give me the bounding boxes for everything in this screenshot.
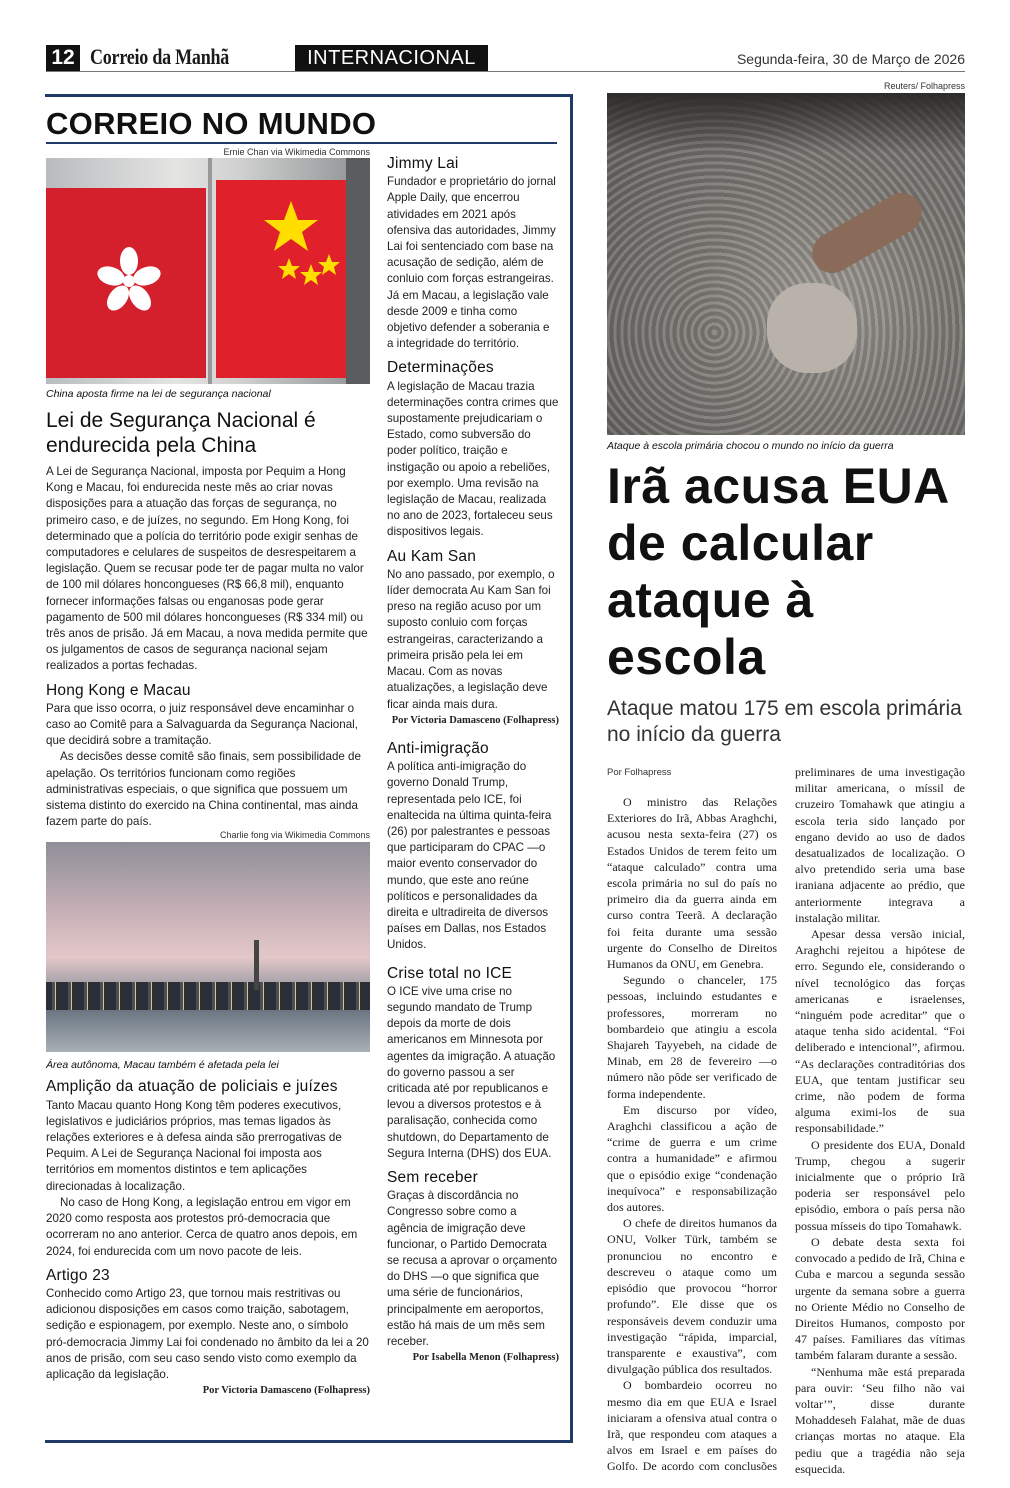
byline: Por Isabella Menon (Folhapress) bbox=[412, 1352, 559, 1364]
subhead: Sem receber bbox=[387, 1168, 478, 1186]
paragraph: Em discurso por vídeo, Araghchi classificou a ação de “crime de guerra e um crime contra a humanidade” e afirmou que o episódio exige “condenação inequívoca” e responsabilização dos autores. bbox=[607, 1102, 777, 1215]
main-photo bbox=[607, 93, 965, 435]
paragraph: A política anti-imigração do governo Donald Trump, representada pelo ICE, foi enaltecida na última quinta-feira (26) por palestrantes e pessoas que participaram do CPAC —o maior evento conservador do mundo, que este ano reúne políticos e personalidades da direita e ultradireita de diversos países em Dallas, nos Estados Unidos. bbox=[387, 760, 552, 952]
paragraph: Conhecido como Artigo 23, que tornou mais restritivas ou adicionou disposições em casos como traição, sabotagem, sedição e espionagem, por exemplo. Neste ano, o símbolo pró-democracia Jimmy Lai foi condenado no âmbito da lei a 20 anos de prisão, com seu caso sendo visto como exemplo da aplicação da legislação. bbox=[46, 1286, 369, 1381]
subhead: Artigo 23 bbox=[46, 1266, 110, 1284]
header-divider bbox=[46, 71, 965, 72]
paragraph: O ministro das Relações Exteriores do Irã, Abbas Araghchi, acusou nesta sexta-feira (27) os Estados Unidos de terem feito um “ataque calculado” contra uma escola primária no sul do país no primeiro dia da guerra ainda em curso contra Teerã. A declaração foi feita durante uma sessão urgente do Conselho de Direitos Humanos da ONU, em Genebra. bbox=[607, 795, 777, 972]
photo-credit: Ernie Chan via Wikimedia Commons bbox=[223, 147, 370, 157]
macau-photo bbox=[46, 842, 370, 1052]
left-column bbox=[46, 147, 370, 1399]
paragraph: Graças à discordância no Congresso sobre como a agência de imigração deve funcionar, o Partido Democrata se recusa a aprovar o orçamento do DHS —o que significa que uma série de funcionários, principalmente em aeroportos, estão há mais de um mês sem receber. bbox=[387, 1189, 558, 1349]
subhead: Jimmy Lai bbox=[387, 155, 459, 172]
page-number: 12 bbox=[46, 45, 80, 71]
paragraph: As decisões desse comitê são finais, sem possibilidade de apelação. Os territórios funcionam como regiões administrativas especiais, o que significa que possuem um sistema distinto do exercido na China continental, mas ainda fazem parte do país. bbox=[46, 750, 361, 829]
masthead-logo: Correio da Manhã bbox=[90, 44, 230, 69]
paragraph: No caso de Hong Kong, a legislação entrou em vigor em 2020 como resposta aos protestos pró-democracia que ocorreram no ano anterior. Cerca de quatro anos depois, em 2024, foi endurecida com um novo pacote de leis. bbox=[46, 1195, 358, 1258]
paragraph: Tanto Macau quanto Hong Kong têm poderes executivos, legislativos e judiciários próprios, mas temas ligados às relações exteriores e à defesa ainda são prerrogativas de Pequim. A Lei de Segurança Nacional foi imposta aos territórios em momentos distintos e tem aplicações direcionadas à localização. bbox=[46, 1098, 342, 1193]
section-kicker: CORREIO NO MUNDO bbox=[46, 106, 377, 141]
bauhinia-icon bbox=[94, 246, 164, 316]
paragraph: O ICE vive uma crise no segundo mandato de Trump depois da morte de dois americanos em Minnesota por agentes da imigração. A atuação do governo passou a ser criticada até por republicanos e levou a diversos protestos e à paralisação, conhecida como shutdown, do Departamento de Segura Interna (DHS) dos EUA. bbox=[387, 984, 556, 1160]
article-body bbox=[607, 764, 965, 1477]
subhead: Anti-imigração bbox=[387, 739, 489, 757]
subhead: Hong Kong e Macau bbox=[46, 681, 191, 699]
paragraph: Para que isso ocorra, o juiz responsável deve encaminhar o caso ao Comitê para a Salvaguarda da Segurança Nacional, que decidirá sobre a tramitação. bbox=[46, 701, 358, 748]
deck: Ataque matou 175 em escola primária no início da guerra bbox=[607, 697, 962, 746]
kicker-underline bbox=[46, 142, 557, 144]
star-icon bbox=[261, 196, 346, 286]
flags-photo bbox=[46, 158, 370, 384]
paragraph: Apesar dessa versão inicial, Araghchi rejeitou a hipótese de erro. Segundo ele, considerando o nível tecnológico das forças americanas e israelenses, “ninguém pode acreditar” que o ataque tenha sido acidental. “Foi deliberado e intencional”, afirmou. “As declarações contraditórias dos EUA, que tentam justificar seu crime, não podem de forma alguma eximi-los de sua responsabilidade.” bbox=[795, 927, 965, 1136]
paragraph: “Nenhuma mãe está preparada para ouvir: ‘Seu filho não vai voltar’”, disse durante Mohaddeseh Falahat, mãe de duas crianças mortas no ataque. Ela pediu que a tragédia não seja esquecida. bbox=[795, 1364, 965, 1476]
paragraph: No ano passado, por exemplo, o líder democrata Au Kam San foi preso na região acuso por um suposto conluio com forças estrangeiras, caracterizando a primeira prisão pela lei em Macau. Com as novas atualizações, a legislação deve ficar ainda mais dura. bbox=[387, 567, 555, 711]
box-border-right bbox=[570, 94, 573, 1442]
sidebar-column bbox=[387, 148, 559, 1366]
byline: Por Folhapress bbox=[607, 767, 672, 778]
byline: Por Victoria Damasceno (Folhapress) bbox=[391, 714, 559, 726]
photo-caption: China aposta firme na lei de segurança nacional bbox=[46, 388, 271, 400]
article-title: Lei de Segurança Nacional é endurecida pela China bbox=[46, 409, 316, 457]
box-border-top bbox=[45, 94, 572, 97]
photo-caption: Área autônoma, Macau também é afetada pela lei bbox=[46, 1059, 279, 1072]
paragraph: Segundo o chanceler, 175 pessoas, incluindo estudantes e professores, morreram no bombardeio que atingiu a escola Shajareh Tayyebeh, na cidade de Minab, em 28 de fevereiro —o número não pôde ser verificado de forma independente. bbox=[607, 973, 777, 1101]
headline: Irã acusa EUA de calcular ataque à escola bbox=[607, 458, 948, 685]
paragraph: O debate desta sexta foi convocado a pedido de Irã, China e Cuba e marcou a segunda sessão urgente da semana sobre a guerra no Oriente Médio no Conselho de Direitos Humanos, composto por 47 países. Familiares das vítimas também falaram durante a sessão. bbox=[795, 1234, 965, 1363]
paragraph: O presidente dos EUA, Donald Trump, chegou a sugerir inicialmente que o próprio Irã poderia ser responsável pelo episódio, embora o país persa não possua mísseis do tipo Tomahawk. bbox=[795, 1137, 965, 1233]
paragraph: A legislação de Macau trazia determinações contra crimes que supostamente prejudicariam o Estado, como subversão do poder político, traição e instigação ou apoio a rebeliões, por exemplo. Uma revisão na legislação de Macau, realizada no ano de 2023, fortaleceu seus dispositivos legais. bbox=[387, 379, 559, 539]
article-intro: A Lei de Segurança Nacional, imposta por Pequim a Hong Kong e Macau, foi endurecida neste mês ao criar novas disposições para a atuação das forças de segurança, no primeiro caso, e de juízes, no segundo. Em Hong Kong, foi determinado que a polícia do território pode exigir senhas de computadores e celulares de suspeitos de desrespeitarem a legislação. Quem se recusar pode ter de pagar multa no valor de 100 mil dólares honcongueses (R$ 66,8 mil), enquanto fornecer informações falsas ou enganosas pode gerar pagamento de 500 mil dólares honcongueses (R$ 334 mil) ou três anos de prisão. Já em Macau, a nova medida permite que os julgamentos de casos de segurança nacional sejam realizados a portas fechadas. bbox=[46, 465, 368, 673]
photo-credit: Reuters/ Folhapress bbox=[883, 81, 965, 91]
photo-credit: Charlie fong via Wikimedia Commons bbox=[219, 830, 370, 841]
subhead: Amplição da atuação de policiais e juízes bbox=[46, 1078, 338, 1096]
paragraph: Fundador e proprietário do jornal Apple Daily, que encerrou atividades em 2021 após ofensiva das autoridades, Jimmy Lai foi sentenciado com base na acusação de sedição, além de conluio com forças estrangeiras. Já em Macau, a legislação vale desde 2009 e tinha como objetivo defender a soberania e a integridade do território. bbox=[387, 175, 556, 351]
section-label: INTERNACIONAL bbox=[295, 45, 488, 71]
paragraph: O chefe de direitos humanos da ONU, Volker Türk, também se pronunciou no encontro e descreveu o ataque como um episódio que provocou “horror profundo”. Ele disse que os responsáveis devem conduzir uma investigação “rápida, imparcial, transparente e exaustiva”, com divulgação pública dos resultados. bbox=[607, 1216, 777, 1377]
issue-date: Segunda-feira, 30 de Março de 2026 bbox=[736, 51, 965, 67]
photo-caption: Ataque à escola primária chocou o mundo no início da guerra bbox=[607, 440, 894, 452]
subhead: Au Kam San bbox=[387, 547, 477, 565]
byline: Por Victoria Damasceno (Folhapress) bbox=[202, 1385, 370, 1397]
box-border-bottom bbox=[45, 1440, 573, 1443]
subhead: Crise total no ICE bbox=[387, 964, 513, 982]
subhead: Determinações bbox=[387, 359, 494, 377]
paragraph: O bombardeio ocorreu no mesmo dia em que EUA e Israel iniciaram a ofensiva atual contra o Irã, que respondeu com ataques a alvos em Israel e em países do Golfo. De acordo com conclusões preliminares de uma investigação militar americana, o míssil de cruzeiro Tomahawk que atingiu a escola teria sido lançado por engano devido ao uso de dados desatualizados de localização. O alvo pretendido seria uma base iraniana adjacente ao prédio, que anteriormente integrava a instalação militar. bbox=[607, 765, 965, 1474]
